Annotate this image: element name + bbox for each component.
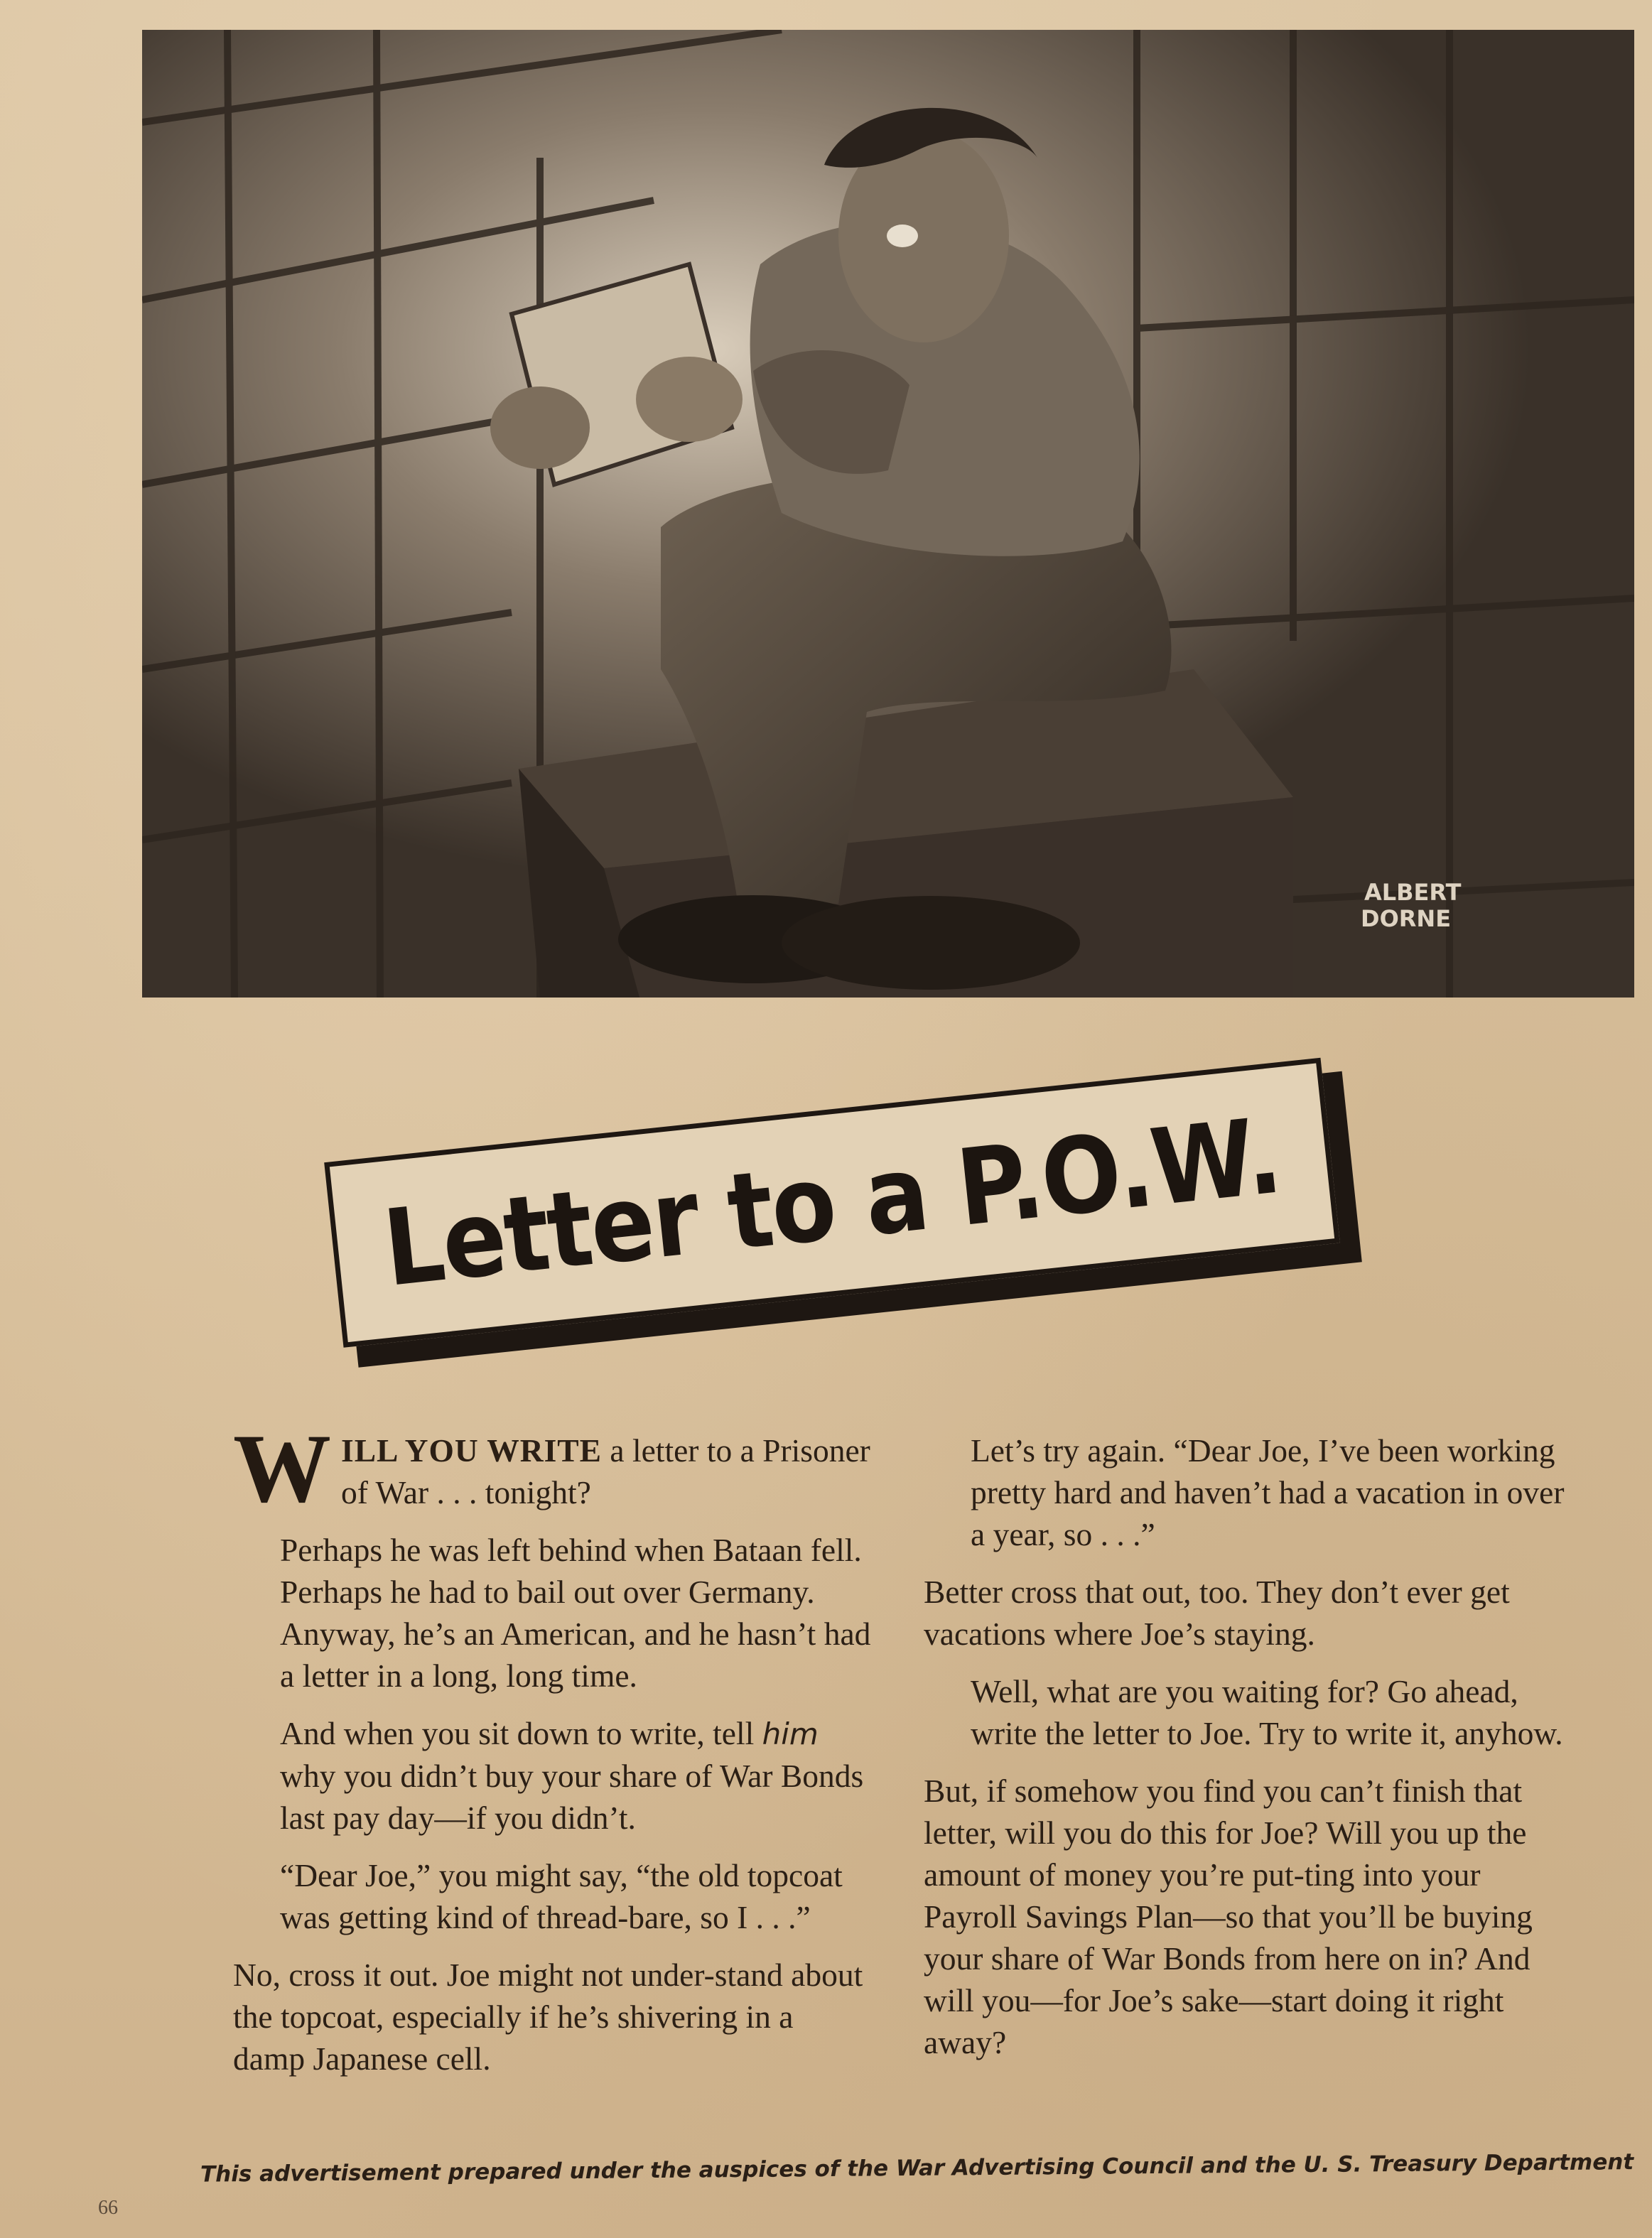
- body-column-right: [924, 1429, 1570, 2079]
- advertising-credit: This advertisement prepared under the auspices of the War Advertising Council and the U. S. Treasury Department: [200, 2149, 1634, 2188]
- paragraph-4: “Dear Joe,” you might say, “the old topcoat was getting kind of thread-bare, so I . . .”: [280, 1857, 843, 1935]
- paragraph-3-a: And when you sit down to write, tell: [280, 1715, 762, 1751]
- paragraph-9: But, if somehow you find you can’t finish that letter, will you do this for Joe? Will you up the amount of money you’re put-ting into your Payroll Savings Plan—so that you’ll be buying your share of War Bonds from here on in? And will you—for Joe’s sake—start doing it right away?: [924, 1773, 1533, 2060]
- page-number: 66: [98, 2197, 118, 2219]
- paragraph-6: Let’s try again. “Dear Joe, I’ve been working pretty hard and haven’t had a vacation in over a year, so . . .”: [971, 1432, 1565, 1552]
- drop-cap: W: [233, 1414, 331, 1523]
- paragraph-1-text: a letter to a Prisoner of War . . . tonight?: [341, 1432, 870, 1510]
- paragraph-1: [233, 1414, 871, 1523]
- paragraph-3: [233, 1712, 871, 1839]
- headline-sign: [324, 1056, 1367, 1403]
- prisoner-illustration: [142, 30, 1634, 998]
- headline: Letter to a P.O.W.: [378, 1094, 1286, 1311]
- paragraph-5: No, cross it out. Joe might not under-stand about the topcoat, especially if he’s shivering in a damp Japanese cell.: [233, 1957, 863, 2077]
- lead-in: ILL YOU WRITE: [341, 1432, 603, 1469]
- paragraph-2: Perhaps he was left behind when Bataan fell. Perhaps he had to bail out over Germany. Anyway, he’s an American, and he hasn’t had a letter in a long, long time.: [280, 1532, 871, 1694]
- artist-signature-2: DORNE: [1361, 905, 1452, 932]
- artist-signature: ALBERT: [1364, 879, 1462, 906]
- body-column-left: [233, 1414, 871, 2095]
- paragraph-3-b: why you didn’t buy your share of War Bonds last pay day—if you didn’t.: [280, 1758, 864, 1836]
- paragraph-8: Well, what are you waiting for? Go ahead, write the letter to Joe. Try to write it, anyhow.: [971, 1673, 1563, 1751]
- paragraph-7: Better cross that out, too. They don’t ever get vacations where Joe’s staying.: [924, 1574, 1510, 1652]
- paragraph-3-emphasis: him: [762, 1717, 819, 1751]
